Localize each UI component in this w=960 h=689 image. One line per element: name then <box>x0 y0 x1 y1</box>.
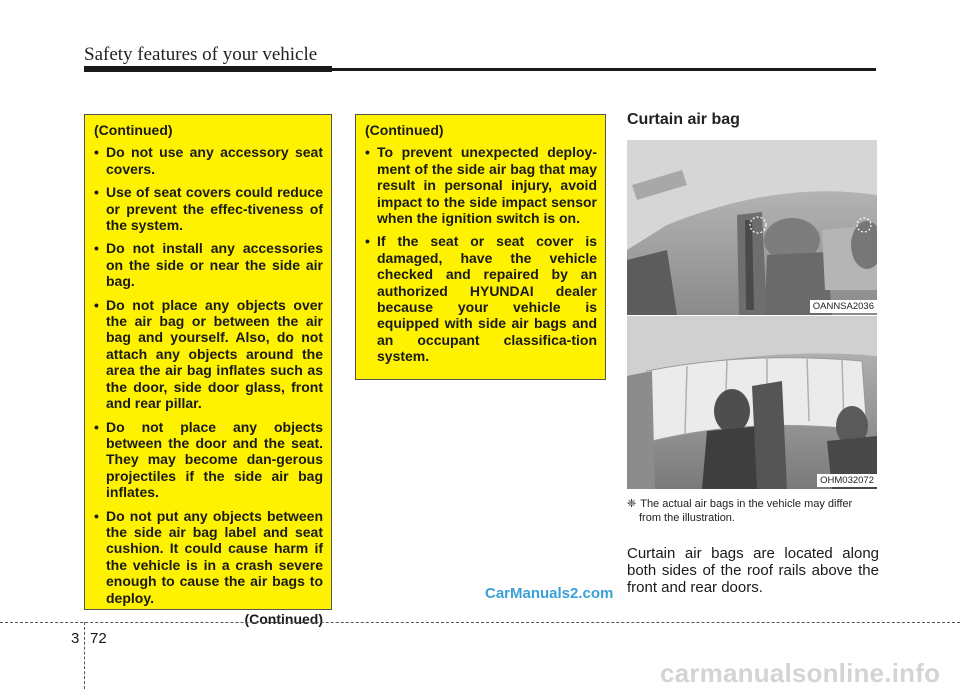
footer-vertical-divider <box>84 622 85 689</box>
warning-box-middle <box>355 114 606 380</box>
warning-list <box>365 144 597 364</box>
deployed-airbag-photo <box>627 316 877 489</box>
image-code: OHM032072 <box>817 474 877 487</box>
body-paragraph: Curtain air bags are located along both sides of the roof rails above the front and rear doors. <box>627 545 879 596</box>
continued-label: (Continued) <box>94 122 173 138</box>
warning-item: • Do not place any objects between the door and the seat. They may become dan-gerous projectiles if the side air bag inflates. <box>94 419 323 501</box>
watermark-link[interactable]: CarManuals2.com <box>485 585 614 602</box>
page-number: 72 <box>90 630 107 647</box>
note-symbol-icon: ❈ <box>627 498 637 510</box>
interior-photo <box>627 140 877 315</box>
page-header-title: Safety features of your vehicle <box>84 44 318 65</box>
warning-item: • Do not install any accessories on the side or near the side air bag. <box>94 240 323 289</box>
continued-label: (Continued) <box>365 122 444 138</box>
note-text-line2: from the illustration. <box>639 512 735 524</box>
footer-divider <box>0 622 960 623</box>
note-text-line1: The actual air bags in the vehicle may differ <box>640 498 853 510</box>
illustration-note <box>627 497 879 525</box>
warning-item: • Use of seat covers could reduce or prevent the effec-tiveness of the system. <box>94 184 323 233</box>
site-watermark: carmanualsonline.info <box>660 658 941 688</box>
warning-item: • Do not use any accessory seat covers. <box>94 144 323 177</box>
warning-box-left <box>84 114 332 627</box>
chapter-number: 3 <box>71 630 80 647</box>
image-code: OANNSA2036 <box>810 300 877 313</box>
warning-item: • To prevent unexpected deploy-ment of the side air bag that may result in personal injury, avoid impact to the side impact sensor when the ignition switch is on. <box>365 144 597 226</box>
warning-item: • Do not put any objects between the side air bag label and seat cushion. It could cause harm if the vehicle is in a crash severe enough to cause the air bags to deploy. <box>94 508 323 606</box>
warning-item: • If the seat or seat cover is damaged, have the vehicle checked and repaired by an authorized HYUNDAI dealer because your vehicle is equipped with side air bags and an occupant classifica-tion system. <box>365 233 597 364</box>
warning-item: • Do not place any objects over the air bag or between the air bag and yourself. Also, do not attach any objects around the area the air bag inflates such as the door, side door glass, front and rear pillar. <box>94 297 323 412</box>
curtain-airbag-illustration-deployed <box>627 316 877 489</box>
continued-label-end: (Continued) <box>244 610 323 627</box>
header-rule-accent <box>84 66 332 72</box>
warning-list <box>94 144 323 606</box>
section-heading: Curtain air bag <box>627 111 740 128</box>
curtain-airbag-illustration-interior <box>627 140 877 315</box>
